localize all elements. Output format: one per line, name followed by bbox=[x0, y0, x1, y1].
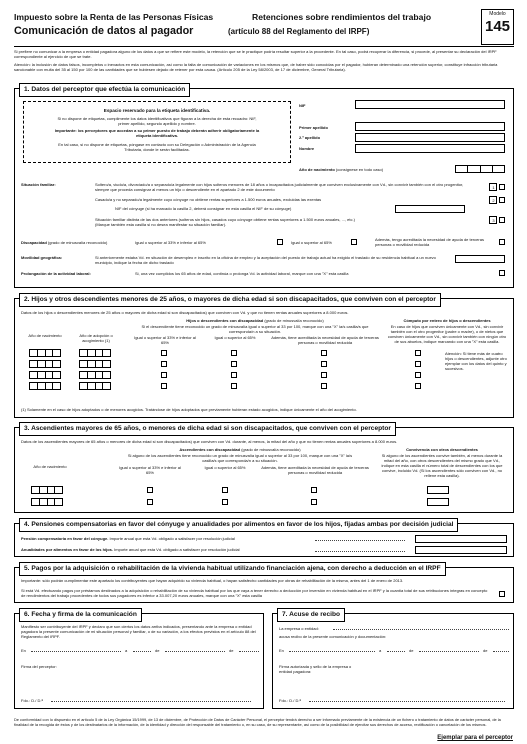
family-checkbox-1[interactable] bbox=[499, 184, 505, 190]
receipt-fdo-label: Fdo.: D./ D.ª bbox=[279, 698, 301, 703]
signature-de-label-2: de bbox=[229, 648, 234, 653]
ascendant-1-dis-b[interactable] bbox=[222, 487, 228, 493]
form-title: Comunicación de datos al pagador bbox=[14, 25, 194, 37]
ascendant-1-dis-c[interactable] bbox=[311, 487, 317, 493]
disability-label: Discapacidad (grado de minusvalía reconocido) bbox=[21, 240, 108, 245]
nif-input[interactable] bbox=[355, 100, 505, 109]
model-box bbox=[481, 9, 514, 45]
descendant-1-dis-a[interactable] bbox=[161, 350, 167, 356]
receipt-name-input[interactable] bbox=[309, 701, 505, 702]
section-2-intro: Datos de los hijos o descendientes menores de 25 años o mayores de dicha edad si son discapacitados) que conviven con Vd. y que no tienen rentas anuales superiores a 8.000 euros. bbox=[21, 310, 349, 315]
descendant-4-dis-a[interactable] bbox=[161, 383, 167, 389]
receipt-signature-label: Firma autorizada y sello de la empresa o entidad pagadora: bbox=[279, 664, 352, 674]
section-receipt bbox=[272, 613, 514, 709]
disability-checkbox-b[interactable] bbox=[351, 239, 357, 245]
descendant-1-dis-c[interactable] bbox=[321, 350, 327, 356]
spouse-pension-dots bbox=[315, 540, 405, 541]
descendant-2-dis-a[interactable] bbox=[161, 361, 167, 367]
descendant-2-adoption[interactable] bbox=[79, 360, 111, 368]
disability-option-c: Además, tengo acreditada la necesidad de ayuda de terceras personas o movilidad reducida bbox=[375, 237, 484, 247]
signature-fdo-label: Fdo.: D./ D.ª bbox=[21, 698, 43, 703]
spouse-pension-input[interactable] bbox=[415, 535, 507, 543]
ascendant-2-dis-a[interactable] bbox=[147, 499, 153, 505]
receipt-company-input[interactable] bbox=[333, 629, 509, 630]
ascendant-1-birth[interactable] bbox=[31, 486, 63, 494]
name-input[interactable] bbox=[355, 144, 505, 153]
col-disability-c: Además, tiene acreditada la necesidad de ayuda de terceras personas o movilidad reducida bbox=[271, 335, 379, 345]
receipt-place-label: En bbox=[279, 648, 284, 653]
descendant-4-adoption[interactable] bbox=[79, 382, 111, 390]
disability-option-a: Igual o superior al 33% e inferior al 65% bbox=[135, 240, 206, 245]
descendant-3-birth[interactable] bbox=[29, 371, 61, 379]
descendant-1-whole[interactable] bbox=[415, 350, 421, 356]
signature-place-input[interactable] bbox=[31, 651, 121, 652]
label-area-text-3: En tal caso, si no dispone de etiquetas, póngase en contacto con su Delegación o Administración de la Agencia Tributaria, donde le serán facilitadas. bbox=[58, 142, 256, 152]
receipt-company-label: La empresa o entidad: bbox=[279, 626, 319, 631]
geo-mobility-label: Movilidad geográfica: bbox=[21, 255, 63, 260]
family-option-3: Situación familiar distinta de las dos anteriores (solteros sin hijos, casados cuyo cónyuge obtiene rentas superiores a 1.500 euros anuales, ..., etc.) bbox=[95, 217, 355, 222]
signature-day-input[interactable] bbox=[133, 651, 151, 652]
child-support-label: Anualidades por alimentos en favor de los hijos. Importe anual que esta Vd. obligado a satisfacer por resolución judicial bbox=[21, 547, 240, 552]
col-disability-b: Igual o superior al 65% bbox=[214, 335, 256, 340]
header-divider bbox=[14, 46, 514, 47]
withholding-title: Retenciones sobre rendimientos del trabajo bbox=[252, 12, 432, 22]
model-label: Modelo bbox=[489, 11, 506, 17]
tax-name: Impuesto sobre la Renta de las Personas Físicas bbox=[14, 12, 214, 22]
child-support-dots bbox=[315, 551, 405, 552]
receipt-year-input[interactable] bbox=[493, 651, 509, 652]
section-1-title: 1. Datos del perceptor que efectúa la comunicación bbox=[19, 83, 190, 97]
col-birth-year: Año de nacimiento bbox=[28, 333, 62, 338]
label-area-title: Espacio reservado para la etiqueta identificativa. bbox=[103, 108, 211, 113]
section-perceptor bbox=[14, 88, 514, 288]
ascendant-2-cohab[interactable] bbox=[427, 498, 449, 506]
first-surname-label: Primer apellido bbox=[299, 125, 328, 130]
section-6-title: 6. Fecha y firma de la comunicación bbox=[19, 608, 142, 622]
intro-paragraph: Si prefiere no comunicar a la empresa o entidad pagadora alguno de los datos a que se refiere este modelo, la retención que se le practique podría resultar superior a la procedente. En tal caso, podrá recuperar la diferencia, si procede, al presentar su declaración del IRPF correspondiente al ejercicio de que se trate. bbox=[14, 49, 497, 60]
family-checkbox-3[interactable] bbox=[499, 217, 505, 223]
name-label: Nombre bbox=[299, 146, 315, 151]
receipt-a-label: a bbox=[379, 648, 382, 653]
asc-col-a: Igual o superior al 33% e inferior al 65% bbox=[119, 465, 181, 475]
geo-mobility-date-input[interactable] bbox=[455, 255, 505, 263]
descendant-4-dis-c[interactable] bbox=[321, 383, 327, 389]
col-whole-count: Cómputo por entero de hijos o descendientes bbox=[403, 318, 491, 323]
section-3-intro: Datos de los ascendientes mayores de 65 años o menores de dicha edad si son discapacitados) que conviven con Vd. durante, al menos, la mitad del año y que no tienen rentas anuales superiores a 8.000 euros. bbox=[21, 439, 398, 444]
more-children-note: Atención: Si tiene más de cuatro hijos o descendientes, adjunte otro ejemplar con los datos del quinto y sucesivos. bbox=[445, 351, 507, 371]
label-area-text-1: Si no dispone de etiquetas, cumplimente los datos identificativos que figuran a la derecha de esta recuadro: NIF, primer apellido, segundo apellido y nombre. bbox=[57, 116, 257, 126]
signature-declaration: Manifiesto ser contribuyente del IRPF y declaro que son ciertos los datos arriba indicados, presentando ante la empresa o entidad pagadora la presente comunicación de mi situación personal y familiar, o de su variación, a los efectos previstos en el artículo 88 del Reglamento del IRPF. bbox=[21, 624, 256, 639]
descendant-2-birth[interactable] bbox=[29, 360, 61, 368]
section-descendants bbox=[14, 298, 514, 418]
section-3-title: 3. Ascendientes mayores de 65 años, o menores de dicha edad si son discapacitados, que conviven con el perceptor bbox=[19, 422, 396, 436]
descendant-3-dis-a[interactable] bbox=[161, 372, 167, 378]
child-support-input[interactable] bbox=[415, 546, 507, 554]
col-disability-a: Igual o superior al 33% e inferior al 65% bbox=[134, 335, 196, 345]
asc-col-disability: Ascendientes con discapacidad (grado de minusvalía reconocido) bbox=[179, 447, 301, 452]
descendant-2-dis-b[interactable] bbox=[231, 361, 237, 367]
attention-paragraph: Atención: la inclusión de datos falsos, incompletos o inexactos en esta comunicación, así como la falta de comunicación de variaciones en los mismos que, de haber sido conocidas por el pagador, hubieran determinado una retención superior, constituye infracción tributaria sancionable con multa del 35 al 150 por 100 de las cantidades que se hubiesen dejado de retener por esta causa. (Artículo 205 de la Ley 58/2003, de 17 de diciembre, General Tributaria). bbox=[14, 62, 498, 73]
descendant-2-dis-c[interactable] bbox=[321, 361, 327, 367]
receipt-de-label-2: de bbox=[483, 648, 488, 653]
col-disability-note: Si el descendiente tiene reconocido un grado de minusvalía igual o superior al 33 por 100, marque con una "X" la/s casilla/s que corresponda/n a su situación. bbox=[141, 324, 369, 334]
section-pensions bbox=[14, 523, 514, 557]
first-surname-input[interactable] bbox=[355, 122, 505, 131]
receipt-de-label: de bbox=[409, 648, 414, 653]
asc-col-c: Además, tiene acreditada la necesidad de ayuda de terceras personas o movilidad reducida bbox=[261, 465, 369, 475]
receipt-place-input[interactable] bbox=[289, 651, 375, 652]
section-housing bbox=[14, 567, 514, 603]
disability-checkbox-c[interactable] bbox=[499, 239, 505, 245]
privacy-footer: De conformidad con lo dispuesto en el artículo 5 de la Ley Orgánica 15/1999, de 13 de diciembre, de Protección de Datos de Carácter Personal, el perceptor tendrá derecho a ser informado previamente de la existencia de un fichero o tratamiento de datos de carácter personal, de la finalidad de la recogida de éstos y de los destinatarios de la información, de la identidad y dirección del responsable del tratamiento o, en su caso, de su representante, así como de la posibilidad de ejercitar sus derechos de acceso, rectificación o cancelación de los mismos. bbox=[14, 717, 501, 727]
prolongation-label: Prolongación de la actividad laboral: bbox=[21, 271, 91, 276]
asc-col-disability-note: Si alguno de los ascendientes tiene reconocido un grado de minusvalía igual o superior al 33 por 100, marque con una "X" la/s casilla/s que corresponda/n a su situación. bbox=[127, 453, 353, 463]
family-option-1: Soltero/a, viudo/a, divorciado/a o separado/a legalmente con hijos solteros menores de 18 años o incapacitados judicialmente que conviven exclusivamente con Vd., sin convivir también con el otro progenitor, siempre que proceda consignar al menos un hijo o descendiente en el apartado 2 de este documento bbox=[95, 182, 464, 192]
descendant-1-dis-b[interactable] bbox=[231, 350, 237, 356]
asc-col-cohabitation: Convivencia con otros descendientes bbox=[406, 447, 478, 452]
family-option-2: Casado/a y no separado/a legalmente cuyo cónyuge no obtiene rentas superiores a 1.500 euros anuales, excluidas las exentas bbox=[95, 197, 322, 202]
family-option-3-note: (Marque también esta casilla si no desea manifestar su situación familiar). bbox=[95, 222, 227, 227]
section-ascendants bbox=[14, 427, 514, 513]
model-number: 145 bbox=[484, 17, 511, 35]
receipt-ack-text: acusa recibo de la presente comunicación y documentación: bbox=[279, 634, 387, 639]
signature-month-input[interactable] bbox=[165, 651, 225, 652]
birth-year-input[interactable] bbox=[455, 165, 505, 173]
nif-label: NIF bbox=[299, 103, 306, 108]
descendant-2-whole[interactable] bbox=[415, 361, 421, 367]
descendant-1-adoption[interactable] bbox=[79, 349, 111, 357]
disability-option-b: Igual o superior al 65% bbox=[291, 240, 332, 245]
signature-a-label: a bbox=[125, 648, 128, 653]
second-surname-label: 2.º apellido bbox=[299, 135, 321, 140]
descendant-4-whole[interactable] bbox=[415, 383, 421, 389]
ascendant-2-dis-b[interactable] bbox=[222, 499, 228, 505]
geo-mobility-text: Si anteriormente estaba Vd. en situación de desempleo e inscrito en la oficina de empleo y la aceptación del puesto de trabajo actual ha exigido el traslado de su residencia habitual a un nuevo municipio, indique la fecha de dicho traslado bbox=[95, 255, 436, 265]
label-area-text-2: Importante: los perceptores que accedan a su primer puesto de trabajo deberán adherir obligatoriamente la etiqueta identificativa. bbox=[54, 128, 260, 138]
prolongation-checkbox[interactable] bbox=[499, 270, 505, 276]
descendant-3-whole[interactable] bbox=[415, 372, 421, 378]
housing-checkbox[interactable] bbox=[499, 591, 505, 597]
ascendant-1-dis-a[interactable] bbox=[147, 487, 153, 493]
descendant-1-birth[interactable] bbox=[29, 349, 61, 357]
signature-year-input[interactable] bbox=[239, 651, 259, 652]
prolongation-text: Si, una vez cumplidos los 65 años de edad, continúa o prolonga Vd. la actividad laboral, marque con una "X" esta casilla bbox=[135, 271, 349, 276]
spouse-pension-label: Pensión compensatoria en favor del cónyuge. Importe anual que esta Vd. obligado a satisfacer por resolución judicial bbox=[21, 536, 235, 541]
spouse-nif-input[interactable] bbox=[395, 205, 465, 213]
descendant-3-dis-c[interactable] bbox=[321, 372, 327, 378]
section-2-title: 2. Hijos y otros descendientes menores de 25 años, o mayores de dicha edad si son discapacitados, que conviven con el perceptor bbox=[19, 293, 441, 307]
disability-checkbox-a[interactable] bbox=[277, 239, 283, 245]
section-signature bbox=[14, 613, 264, 709]
asc-col-b: Igual o superior al 65% bbox=[204, 465, 246, 470]
col-adoption-year: Año de adopción o acogimiento (1) bbox=[79, 333, 113, 343]
second-surname-input[interactable] bbox=[355, 133, 505, 142]
perceptor-signature-label: Firma del perceptor: bbox=[21, 664, 57, 669]
receipt-day-input[interactable] bbox=[387, 651, 405, 652]
descendant-4-birth[interactable] bbox=[29, 382, 61, 390]
adoption-footnote: (1) Solamente en el caso de hijos adoptados o de menores acogidos. Tratándose de hijos adoptados que previamente hubieran estado acogidos, indique únicamente el año del acogimiento. bbox=[21, 407, 357, 412]
asc-col-cohabitation-note: Si alguno de los ascendientes convive también, al menos durante la mitad del año, con otros descendientes del mismo grado que Vd., indique en esta casilla el número total de descendientes con los que convive, incluido Vd. (Si los ascendientes sólo conviven con Vd., no rellene esta casilla). bbox=[381, 453, 503, 478]
receipt-month-input[interactable] bbox=[419, 651, 479, 652]
section-5-title: 5. Pagos por la adquisición o rehabilitación de la vivienda habitual utilizando financiación ajena, con derecho a deducción en el IRPF bbox=[19, 562, 446, 576]
family-checkbox-2[interactable] bbox=[499, 197, 505, 203]
housing-text: Si está Vd. efectuando pagos por préstamos destinados a la adquisición o rehabilitación de su vivienda habitual por los que vaya a tener derecho a deducción por inversión en vivienda habitual en el IRPF y la cuantía total de sus retribuciones íntegras en concepto de rendimientos del trabajo procedentes de todos sus pagadores es inferior a 33.007,20 euros anuales, marque con una "X" esta casilla bbox=[21, 588, 488, 598]
col-disability: Hijos o descendientes con discapacidad (grado de minusvalía reconocido) bbox=[186, 318, 324, 323]
ascendant-2-dis-c[interactable] bbox=[311, 499, 317, 505]
spouse-nif-label: NIF del cónyuge (si ha marcado la casilla 2, deberá consignar en esta casilla el NIF de su cónyuge) bbox=[115, 206, 292, 211]
asc-col-birth-year: Año de nacimiento bbox=[33, 464, 67, 469]
birth-year-label: Año de nacimiento (consígnese en todo caso) bbox=[299, 167, 384, 172]
housing-important: Importante: sólo podrán cumplimentar este apartado los contribuyentes que hayan adquirido su vivienda habitual, o hayan satisfecho cantidades por obras de rehabilitación de la misma, antes del 1 de enero de 2013. bbox=[21, 578, 404, 583]
family-box-1-number: 1 bbox=[489, 183, 497, 191]
section-7-title: 7. Acuse de recibo bbox=[277, 608, 345, 622]
copy-label: Ejemplar para el perceptor bbox=[437, 735, 513, 741]
descendant-4-dis-b[interactable] bbox=[231, 383, 237, 389]
form-header bbox=[14, 9, 514, 45]
ascendant-2-birth[interactable] bbox=[31, 498, 63, 506]
signature-name-input[interactable] bbox=[51, 701, 251, 702]
signature-place-label: En bbox=[21, 648, 26, 653]
section-4-title: 4. Pensiones compensatorias en favor del cónyuge y anualidades por alimentos en favor de los hijos, fijadas ambas por decisión judicial bbox=[19, 518, 458, 532]
ascendant-1-cohab[interactable] bbox=[427, 486, 449, 494]
descendant-3-adoption[interactable] bbox=[79, 371, 111, 379]
descendant-3-dis-b[interactable] bbox=[231, 372, 237, 378]
col-whole-note: En caso de hijos que conviven únicamente con Vd., sin convivir también con el otro progenitor (padre o madre), o de nietos que conviven únicamente con Vd., sin convivir también con ningún otro de sus abuelos, indique marcando con una "X" esta casilla. bbox=[387, 324, 507, 344]
family-box-3-number: 3 bbox=[489, 216, 497, 224]
signature-de-label: de bbox=[155, 648, 160, 653]
family-situation-label: Situación familiar: bbox=[21, 182, 56, 187]
family-box-2-number: 2 bbox=[489, 196, 497, 204]
form-subtitle: (artículo 88 del Reglamento del IRPF) bbox=[228, 27, 370, 36]
label-area bbox=[23, 101, 291, 163]
